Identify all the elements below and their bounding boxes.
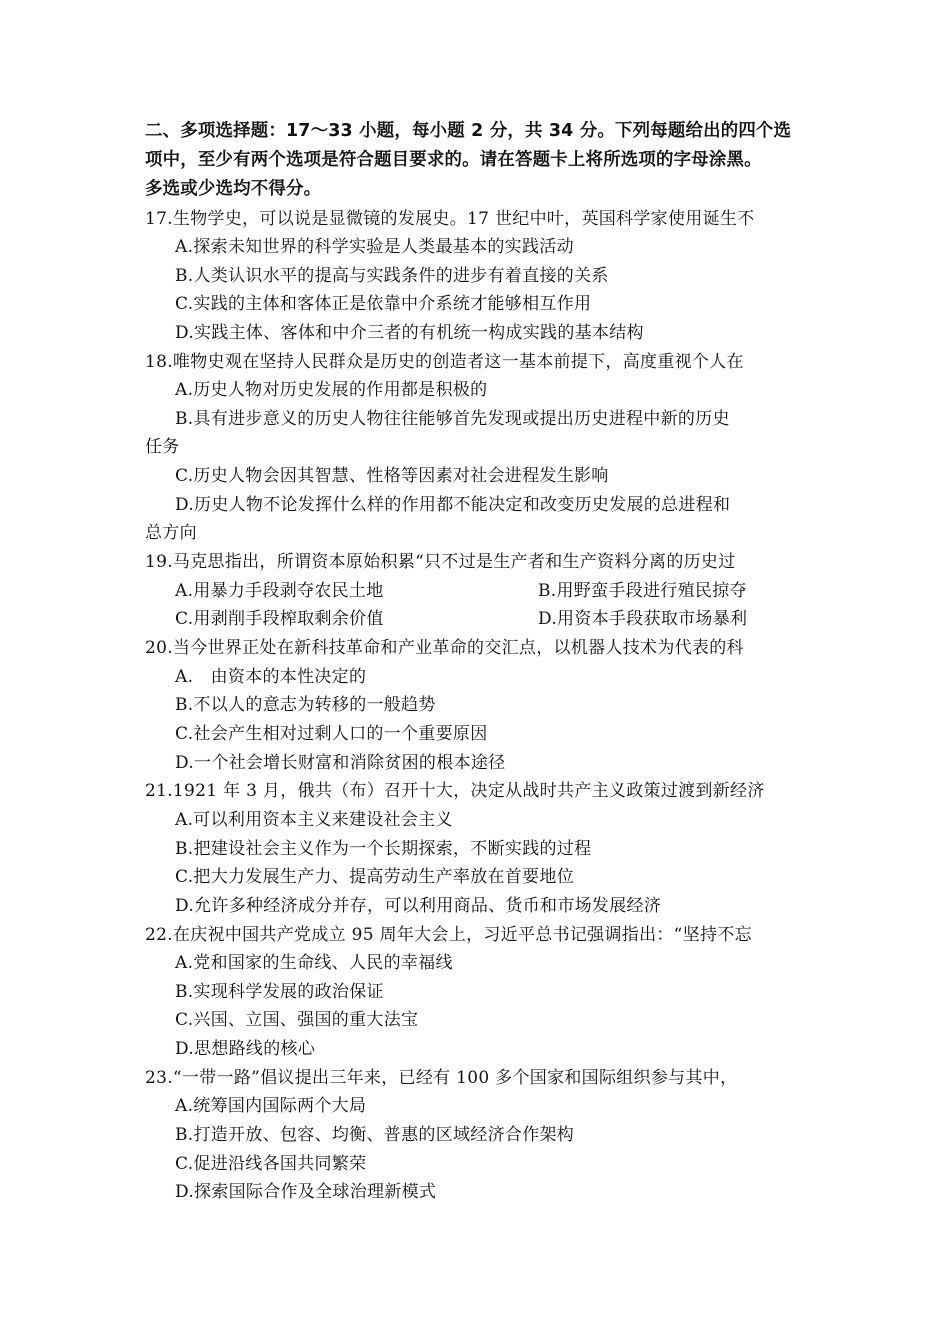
section-header-line-1: 二、多项选择题：17～33 小题，每小题 2 分，共 34 分。下列每题给出的四个选 bbox=[145, 121, 792, 141]
question-20-option-d: D.一个社会增长财富和消除贫困的根本途径 bbox=[175, 753, 506, 773]
question-21-option-a: A.可以利用资本主义来建设社会主义 bbox=[175, 810, 453, 830]
question-18-option-d: D.历史人物不论发挥什么样的作用都不能决定和改变历史发展的总进程和 bbox=[175, 495, 731, 515]
question-18-stem: 18.唯物史观在坚持人民群众是历史的创造者这一基本前提下，高度重视个人在 bbox=[145, 352, 744, 372]
question-21-stem: 21.1921 年 3 月，俄共（布）召开十大，决定从战时共产主义政策过渡到新经济 bbox=[145, 781, 765, 801]
question-20-stem: 20.当今世界正处在新科技革命和产业革命的交汇点，以机器人技术为代表的科 bbox=[145, 638, 744, 658]
question-21-option-c: C.把大力发展生产力、提高劳动生产率放在首要地位 bbox=[175, 867, 575, 887]
question-20-option-c: C.社会产生相对过剩人口的一个重要原因 bbox=[175, 724, 488, 744]
question-17-option-d: D.实践主体、客体和中介三者的有机统一构成实践的基本结构 bbox=[175, 323, 644, 343]
question-17-option-b: B.人类认识水平的提高与实践条件的进步有着直接的关系 bbox=[175, 266, 609, 286]
question-22-option-a: A.党和国家的生命线、人民的幸福线 bbox=[175, 953, 453, 973]
question-17-option-a: A.探索未知世界的科学实验是人类最基本的实践活动 bbox=[175, 237, 574, 257]
question-23-option-c: C.促进沿线各国共同繁荣 bbox=[175, 1154, 367, 1174]
question-21-option-d: D.允许多种经济成分并存，可以利用商品、货币和市场发展经济 bbox=[175, 896, 662, 916]
question-22-option-c: C.兴国、立国、强国的重大法宝 bbox=[175, 1010, 419, 1030]
question-18-option-a: A.历史人物对历史发展的作用都是积极的 bbox=[175, 380, 488, 400]
question-18-option-b-continued: 任务 bbox=[145, 437, 180, 457]
question-19-option-d: D.用资本手段获取市场暴利 bbox=[538, 609, 748, 629]
section-header-line-2: 项中，至少有两个选项是符合题目要求的。请在答题卡上将所选项的字母涂黑。 bbox=[145, 150, 762, 170]
question-22-stem: 22.在庆祝中国共产党成立 95 周年大会上，习近平总书记强调指出：“坚持不忘 bbox=[145, 925, 752, 945]
question-21-option-b: B.把建设社会主义作为一个长期探索，不断实践的过程 bbox=[175, 839, 592, 859]
question-17-stem: 17.生物学史，可以说是显微镜的发展史。17 世纪中叶，英国科学家使用诞生不 bbox=[145, 209, 755, 229]
question-18-option-b: B.具有进步意义的历史人物往往能够首先发现或提出历史进程中新的历史 bbox=[175, 409, 730, 429]
section-header-line-3: 多选或少选均不得分。 bbox=[145, 179, 322, 199]
question-23-option-d: D.探索国际合作及全球治理新模式 bbox=[175, 1182, 437, 1202]
question-19-option-c: C.用剥削手段榨取剩余价值 bbox=[175, 609, 384, 629]
question-20-option-a: A. 由资本的本性决定的 bbox=[175, 667, 367, 687]
question-19-option-b: B.用野蛮手段进行殖民掠夺 bbox=[538, 581, 747, 601]
question-22-option-d: D.思想路线的核心 bbox=[175, 1039, 316, 1059]
question-18-option-c: C.历史人物会因其智慧、性格等因素对社会进程发生影响 bbox=[175, 466, 609, 486]
question-23-option-a: A.统筹国内国际两个大局 bbox=[175, 1096, 367, 1116]
question-17-option-c: C.实践的主体和客体正是依靠中介系统才能够相互作用 bbox=[175, 294, 592, 314]
section-header bbox=[145, 117, 815, 204]
question-18-option-d-continued: 总方向 bbox=[145, 523, 197, 543]
question-23-stem: 23.“一带一路”倡议提出三年来，已经有 100 多个国家和国际组织参与其中， bbox=[145, 1068, 738, 1088]
question-23-option-b: B.打造开放、包容、均衡、普惠的区域经济合作架构 bbox=[175, 1125, 575, 1145]
question-19-option-a: A.用暴力手段剥夺农民土地 bbox=[175, 581, 384, 601]
question-22-option-b: B.实现科学发展的政治保证 bbox=[175, 982, 384, 1002]
question-19-stem: 19.马克思指出，所谓资本原始积累“只不过是生产者和生产资料分离的历史过 bbox=[145, 552, 736, 572]
question-20-option-b: B.不以人的意志为转移的一般趋势 bbox=[175, 695, 436, 715]
